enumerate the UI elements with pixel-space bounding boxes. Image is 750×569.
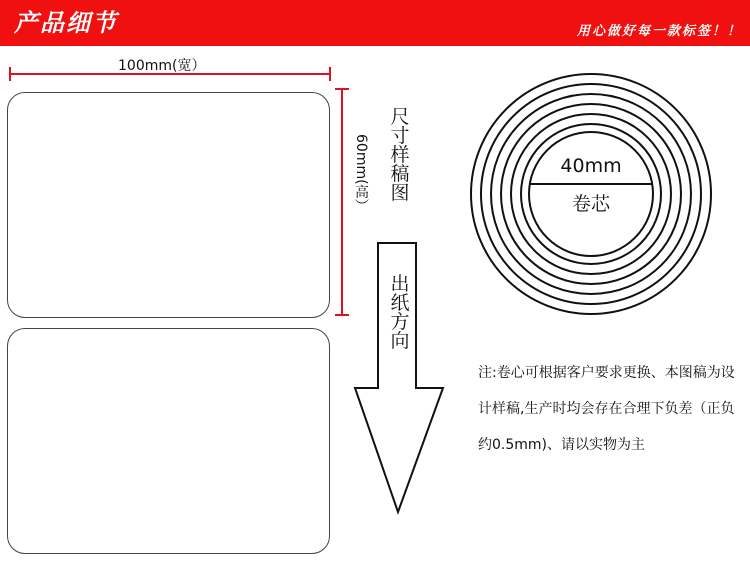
page-title: 产品细节: [14, 8, 118, 37]
production-note: 注:卷心可根据客户要求更换、本图稿为设计样稿,生产时均会存在合理下负差（正负约0.5mm)、请以实物为主: [478, 365, 735, 453]
label-sample-top: [7, 92, 330, 318]
core-name-label: 卷芯: [571, 193, 610, 215]
header-slogan: 用心做好每一款标签！！: [576, 24, 742, 39]
width-label: 100mm(宽）: [118, 58, 206, 74]
paper-direction-label: 出纸方向: [390, 273, 410, 352]
size-sample-label: 尺寸样稿图: [390, 106, 410, 204]
height-label: 60mm(高）: [353, 134, 369, 213]
core-size-label: 40mm: [560, 155, 622, 177]
label-sample-bottom: [7, 328, 330, 554]
